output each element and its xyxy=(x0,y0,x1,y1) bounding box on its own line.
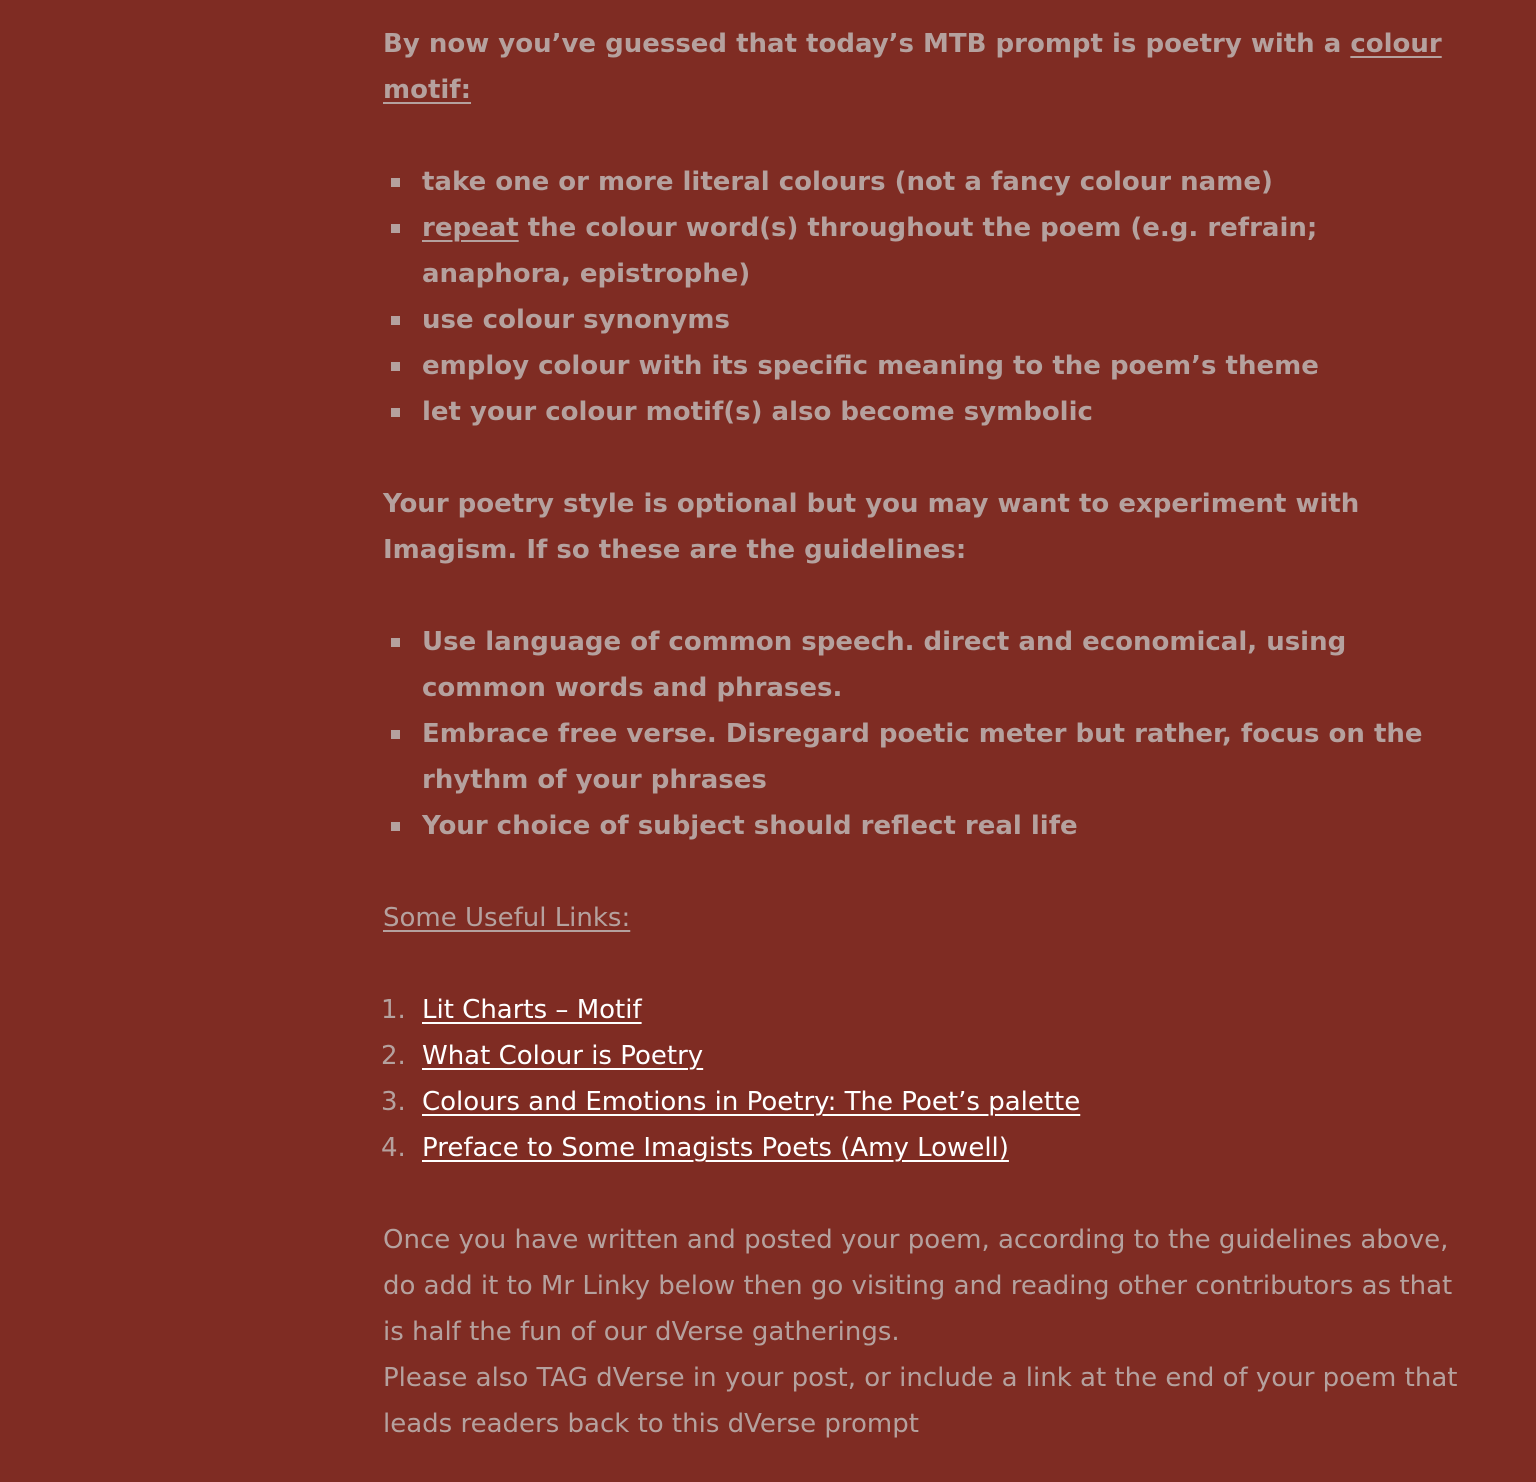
list-item xyxy=(381,987,1463,1033)
list-number: 3. xyxy=(381,1087,406,1117)
list-number: 4. xyxy=(381,1133,406,1163)
post-content xyxy=(383,21,1463,1447)
square-bullet-icon xyxy=(391,822,400,831)
intro-paragraph xyxy=(383,21,1463,113)
useful-links-list xyxy=(383,987,1463,1171)
list-item: employ colour with its specific meaning to the poem’s theme xyxy=(422,343,1463,389)
list-item: take one or more literal colours (not a fancy colour name) xyxy=(422,159,1463,205)
motif-guidelines-list xyxy=(383,159,1463,435)
list-item: Your choice of subject should reflect real life xyxy=(422,803,1463,849)
closing-paragraph: Once you have written and posted your poem, according to the guidelines above, do add it to Mr Linky below then go visiting and reading other contributors as that is half the fun of our dVerse gatherings. Please also TAG dVerse in your post, or include a link at the end of your poem that leads readers back to this dVerse prompt xyxy=(383,1225,1458,1439)
links-heading-paragraph xyxy=(383,895,1463,941)
tag-instruction: Please also TAG dVerse in your post, or include a link at the end of your poem that leads readers back to this dVerse prompt xyxy=(383,1363,1458,1439)
intro-text: By now you’ve guessed that today’s MTB prompt is poetry with a xyxy=(383,29,1351,59)
square-bullet-icon xyxy=(391,316,400,325)
square-bullet-icon xyxy=(391,730,400,739)
list-item xyxy=(381,1125,1463,1171)
list-item xyxy=(381,1033,1463,1079)
style-paragraph: Your poetry style is optional but you may want to experiment with Imagism. If so these are the guidelines: xyxy=(383,489,1360,565)
list-item xyxy=(381,1079,1463,1125)
list-number: 1. xyxy=(381,995,406,1025)
imagists-preface-link[interactable]: Preface to Some Imagists Poets (Amy Lowell) xyxy=(422,1133,1009,1163)
square-bullet-icon xyxy=(391,224,400,233)
what-colour-is-poetry-link[interactable]: What Colour is Poetry xyxy=(422,1041,704,1071)
square-bullet-icon xyxy=(391,178,400,187)
colours-emotions-link[interactable]: Colours and Emotions in Poetry: The Poet’s palette xyxy=(422,1087,1081,1117)
list-number: 2. xyxy=(381,1041,406,1071)
list-item: Use language of common speech. direct and economical, using common words and phrases. xyxy=(422,619,1463,711)
list-item: use colour synonyms xyxy=(422,297,1463,343)
repeat-link[interactable]: repeat xyxy=(422,213,519,243)
colour-motif-link[interactable]: colour motif: xyxy=(383,29,1442,105)
square-bullet-icon xyxy=(391,638,400,647)
imagism-guidelines-list xyxy=(383,619,1463,849)
lit-charts-link[interactable]: Lit Charts – Motif xyxy=(422,995,642,1025)
list-item: Embrace free verse. Disregard poetic meter but rather, focus on the rhythm of your phrases xyxy=(422,711,1463,803)
square-bullet-icon xyxy=(391,408,400,417)
list-item: repeat the colour word(s) throughout the poem (e.g. refrain; anaphora, epistrophe) xyxy=(422,205,1463,297)
square-bullet-icon xyxy=(391,362,400,371)
list-item: let your colour motif(s) also become symbolic xyxy=(422,389,1463,435)
useful-links-heading[interactable]: Some Useful Links: xyxy=(383,903,631,933)
